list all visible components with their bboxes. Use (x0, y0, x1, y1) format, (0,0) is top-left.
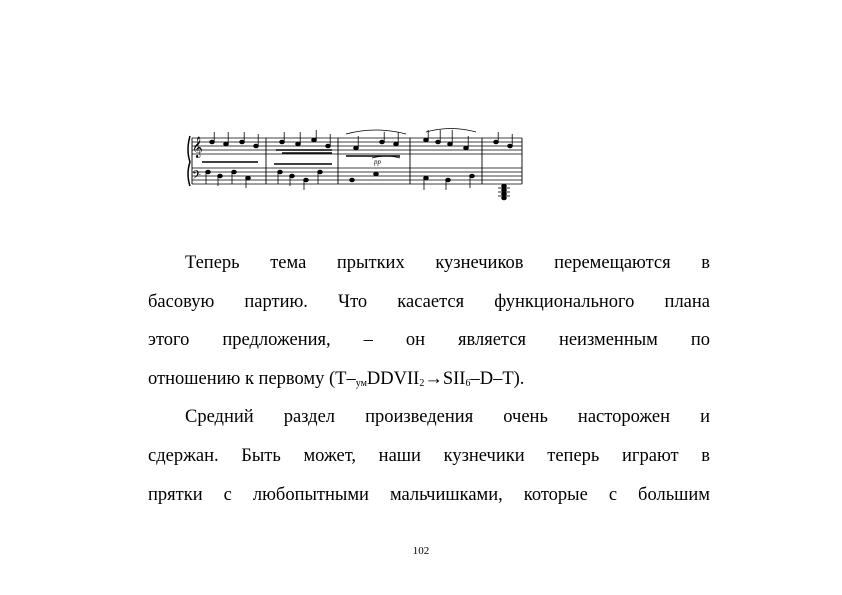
harmony-subscript: 2 (419, 377, 425, 389)
text-line: сдержан. Быть может, наши кузнечики теперь играют в (148, 445, 710, 466)
harmony-suffix: –D–T). (470, 368, 525, 389)
bass-notes (206, 170, 507, 200)
paragraph-1 (148, 244, 710, 398)
text-line: Теперь тема прытких кузнечиков перемещаются в (185, 253, 710, 273)
dynamic-mark: pp (374, 158, 381, 166)
harmony-prefix: отношению к первому (T– (148, 368, 356, 389)
paragraph-2 (148, 398, 710, 514)
score-brace (188, 136, 190, 186)
beams (202, 150, 400, 164)
harmony-arrow: →SII (424, 368, 466, 389)
harmony-chord: DDVII (366, 368, 420, 389)
text-line (148, 360, 710, 399)
text-line: Средний раздел произведения очень насторожен и (185, 407, 710, 428)
text-line: прятки с любопытными мальчишками, которые с большим (148, 484, 710, 505)
slurs (346, 129, 476, 159)
text-line: этого предложения, – он является неизменным по (148, 330, 710, 351)
text-line: басовую партию. Что касается функционального плана (148, 291, 710, 312)
treble-clef: 𝄞 (192, 137, 203, 158)
bass-clef: 𝄢 (192, 169, 202, 185)
harmony-subscript: 6 (465, 377, 471, 389)
treble-notes (210, 130, 513, 150)
body-text (148, 244, 710, 514)
page-number: 102 (412, 545, 430, 557)
music-score-excerpt (186, 128, 530, 206)
harmony-subscript: ум (355, 377, 367, 389)
